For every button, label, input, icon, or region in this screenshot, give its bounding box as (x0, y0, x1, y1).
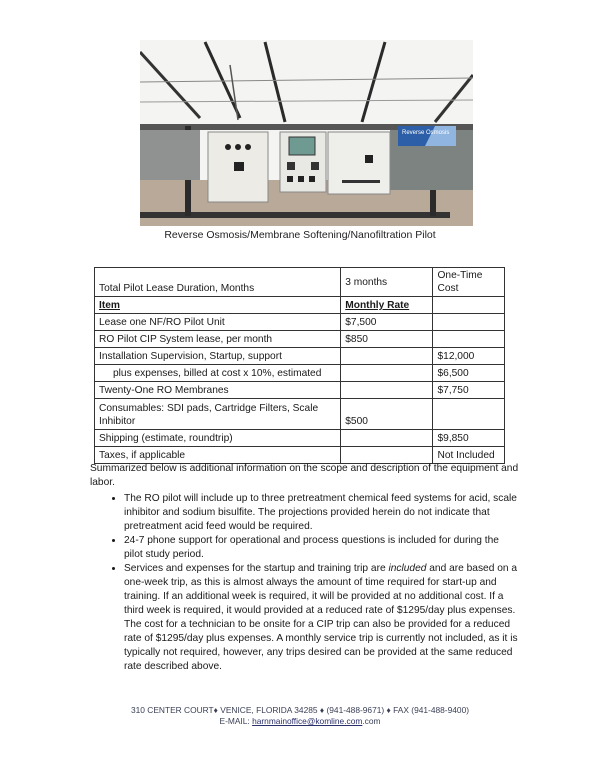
one-time-cell: $7,750 (433, 382, 505, 399)
table-row (95, 399, 505, 430)
item-cell: Consumables: SDI pads, Cartridge Filters, Scale Inhibitor (95, 399, 341, 430)
bullet-text: and are based on a one-week trip, as this is almost always the amount of time required for start-up and training. If an additional week is required, it will be provided at no additional cost. If a third week is required, it would provided at a reduced rate of $1295/day plus expenses. The cost for a technician to be onsite for a CIP trip can also be provided for a reduced rate of $1295/day plus expenses. A monthly service trip is currently not included, as it is typically not required, however, any trips desired can be provided at the same reduced rate described above. (124, 563, 518, 672)
svg-text:Reverse Osmosis: Reverse Osmosis (402, 130, 450, 136)
one-time-cell (433, 399, 505, 430)
duration-label: Total Pilot Lease Duration, Months (95, 268, 341, 297)
item-cell: Taxes, if applicable (95, 447, 341, 464)
footer-email-line (0, 716, 600, 727)
monthly-cell: $850 (341, 331, 433, 348)
bullet-item (124, 562, 520, 674)
table-header-row (95, 268, 505, 297)
pilot-unit-photo (140, 40, 473, 226)
bullet-item: • The RO pilot will include up to three pretreatment chemical feed systems for acid, scale inhibitor and sodium bisulfite. The projections provided herein do not indicate that pretreatment acid feed would be required. (124, 492, 520, 534)
intro-paragraph: Summarized below is additional information on the scope and description of the equipment and labor. (90, 463, 519, 488)
item-cell: Shipping (estimate, roundtrip) (95, 430, 341, 447)
email-suffix: .com (362, 716, 381, 726)
monthly-cell: $500 (341, 399, 433, 430)
one-time-cell: $6,500 (433, 365, 505, 382)
table-row (95, 382, 505, 399)
table-row (95, 365, 505, 382)
table-subheader-row (95, 297, 505, 314)
table-row (95, 331, 505, 348)
footer-address: 310 CENTER COURT♦ VENICE, FLORIDA 34285 ♦ (941-488-9671) ♦ FAX (941-488-9400) (130, 705, 470, 715)
pilot-skid-image (140, 40, 473, 226)
item-cell: Lease one NF/RO Pilot Unit (95, 314, 341, 331)
one-time-cell: $12,000 (433, 348, 505, 365)
table-row (95, 348, 505, 365)
item-cell: Twenty-One RO Membranes (95, 382, 341, 399)
scope-description (90, 462, 520, 674)
email-label: E-MAIL: (219, 716, 253, 726)
table-row (95, 314, 505, 331)
table-row (95, 447, 505, 464)
item-cell: plus expenses, billed at cost x 10%, estimated (95, 365, 341, 382)
item-column-header: Item (95, 297, 341, 314)
one-time-cell (433, 331, 505, 348)
one-time-cell (433, 314, 505, 331)
duration-value: 3 months (341, 268, 433, 297)
one-time-cell: $9,850 (433, 430, 505, 447)
monthly-cell: $7,500 (341, 314, 433, 331)
bullet-item: • 24-7 phone support for operational and process questions is included for during the pilot study period. (124, 534, 520, 562)
pricing-table (94, 267, 505, 464)
scope-bullet-list (90, 492, 520, 674)
letterhead-footer (0, 705, 600, 727)
email-link[interactable]: harnmainoffice@komline.com (252, 716, 363, 726)
bullet-text: Services and expenses for the startup and training trip are (124, 563, 389, 574)
monthly-cell (341, 447, 433, 464)
emphasis-text: included (388, 563, 427, 574)
item-cell: RO Pilot CIP System lease, per month (95, 331, 341, 348)
table-row (95, 430, 505, 447)
monthly-cell (341, 348, 433, 365)
one-time-column-header (433, 297, 505, 314)
monthly-rate-column-header: Monthly Rate (341, 297, 433, 314)
monthly-cell (341, 382, 433, 399)
monthly-cell (341, 365, 433, 382)
one-time-cost-header: One-Time Cost (433, 268, 505, 297)
monthly-cell (341, 430, 433, 447)
one-time-cell: Not Included (433, 447, 505, 464)
item-cell: Installation Supervision, Startup, support (95, 348, 341, 365)
photo-caption: Reverse Osmosis/Membrane Softening/Nanofiltration Pilot (164, 229, 436, 241)
